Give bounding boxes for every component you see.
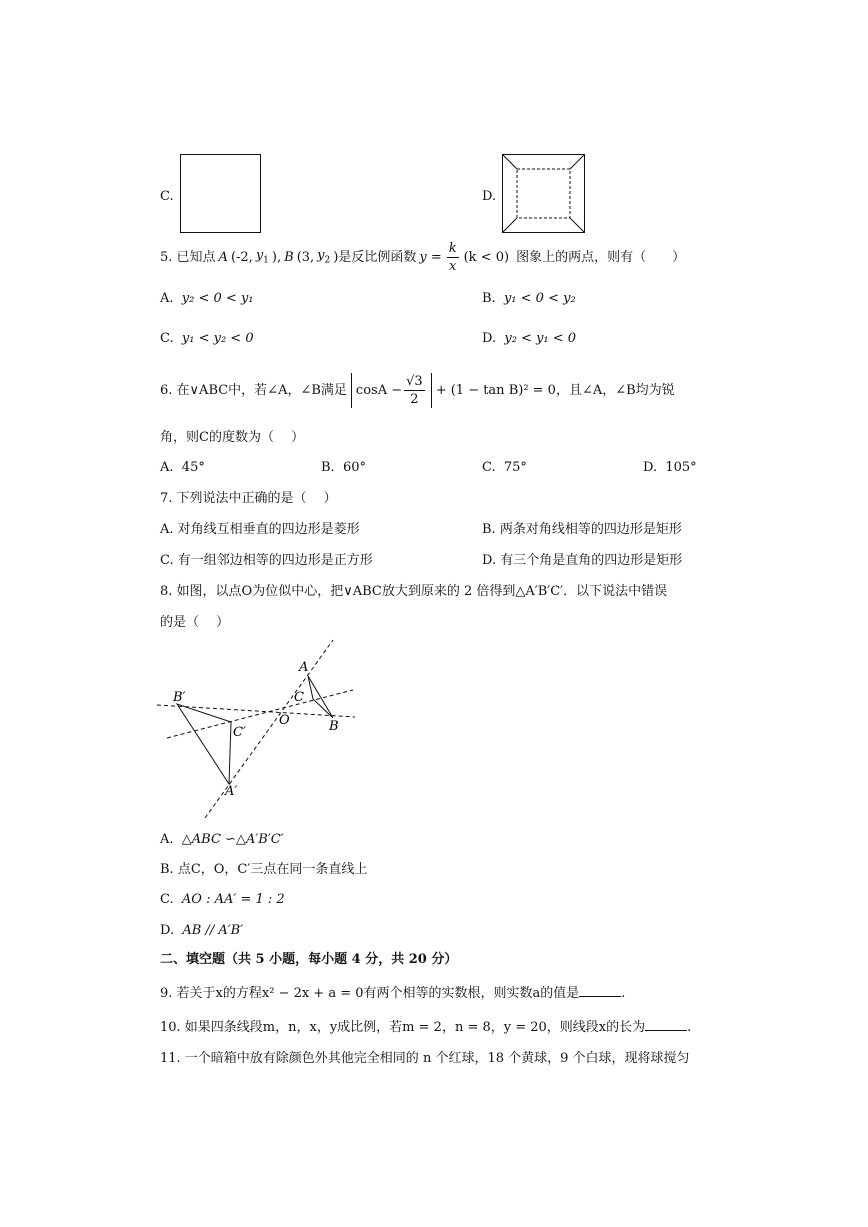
q7-option-d: D. 有三个角是直角的四边形是矩形 xyxy=(482,553,683,568)
q5-option-c: C. y₁ < y₂ < 0 xyxy=(160,331,254,346)
q10-answer-blank[interactable] xyxy=(645,1020,687,1031)
q5-tail: 图象上的两点，则有（ ） xyxy=(516,249,686,265)
q8-figure xyxy=(155,638,365,823)
q6-option-b: B. 60° xyxy=(321,460,366,475)
q11: 11. 一个暗箱中放有除颜色外其他完全相同的 n 个红球，18 个黄球，9 个白球，现将球搅匀 xyxy=(160,1051,690,1066)
q5-coord-b: (3, xyxy=(296,249,315,265)
triangle-abc xyxy=(308,676,333,718)
q5-option-d: D. y₂ < y₁ < 0 xyxy=(482,331,577,346)
q5-option-b: B. y₁ < 0 < y₂ xyxy=(482,291,576,306)
q5-point-b: B xyxy=(284,249,294,265)
q6-option-d: D. 105° xyxy=(643,460,697,475)
q4-option-c-figure xyxy=(180,154,262,234)
q6-rest: + (1 − tan B)² = 0，且∠A，∠B均为锐 xyxy=(435,382,675,398)
q4-option-d-label: D. xyxy=(482,189,497,204)
label-a: A xyxy=(299,660,309,675)
q8-option-b: B. 点C，O，C′三点在同一条直线上 xyxy=(160,862,368,877)
q5-point-a: A xyxy=(218,249,228,265)
q5-y1: $y_1$ xyxy=(255,247,269,266)
q7-stem: 7. 下列说法中正确的是（ ） xyxy=(160,491,337,506)
label-o: O xyxy=(279,713,290,728)
q5-option-a: A. y₂ < 0 < y₁ xyxy=(160,291,254,306)
q7-option-c: C. 有一组邻边相等的四边形是正方形 xyxy=(160,553,373,568)
triangle-a-b-c-prime xyxy=(177,704,231,784)
label-a-prime: A′ xyxy=(225,784,238,799)
q7-option-b: B. 两条对角线相等的四边形是矩形 xyxy=(482,522,682,537)
q5-stem xyxy=(160,240,685,274)
label-c: C xyxy=(294,690,304,705)
q5-func-y: y = xyxy=(419,249,442,265)
label-b: B xyxy=(329,719,339,734)
q6-line2: 角，则C的度数为（ ） xyxy=(160,430,305,445)
q7-option-a: A. 对角线互相垂直的四边形是菱形 xyxy=(160,522,360,537)
q5-lead: 5. 已知点 xyxy=(160,249,216,265)
q6-option-c: C. 75° xyxy=(482,460,527,475)
q6-abs: cosA − $\frac{√3}{2}$ xyxy=(351,373,432,408)
q6-lead: 6. 在∨ABC中，若∠A，∠B满足 xyxy=(160,382,347,398)
q8-option-c: C. AO : AA′ = 1 : 2 xyxy=(160,892,285,907)
q9: 9. 若关于x的方程x² − 2x + a = 0有两个相等的实数根，则实数a的值是 . xyxy=(160,986,626,1001)
q5-y2: $y_2$ xyxy=(317,247,331,266)
q5-close-a: ), xyxy=(271,249,282,265)
label-b-prime: B′ xyxy=(173,690,186,705)
q5-fraction: $\frac{k}{x}$ xyxy=(448,240,457,274)
q6-option-a: A. 45° xyxy=(160,460,205,475)
section-fill-in-title: 二、填空题（共 5 小题，每小题 4 分，共 20 分） xyxy=(160,952,458,967)
q5-coord-a: (-2, xyxy=(230,249,253,265)
q6-stem xyxy=(160,366,675,414)
q5-condition: (k < 0) xyxy=(463,249,510,265)
q4-option-d-figure xyxy=(502,154,585,234)
q4-option-c-label: C. xyxy=(160,189,174,204)
q8-stem-line2: 的是（ ） xyxy=(160,615,230,630)
q8-option-d: D. AB // A′B′ xyxy=(160,923,244,938)
label-c-prime: C′ xyxy=(233,725,246,740)
q5-close-b: )是反比例函数 xyxy=(333,249,417,265)
q8-stem-line1: 8. 如图，以点O为位似中心，把∨ABC放大到原来的 2 倍得到△A′B′C′．以下说法中错误 xyxy=(160,584,668,599)
q10: 10. 如果四条线段m，n，x，y成比例，若m = 2，n = 8，y = 20，则线段x的长为 . xyxy=(160,1020,692,1035)
q9-answer-blank[interactable] xyxy=(579,986,621,997)
q8-option-a: A. △ABC ∽△A′B′C′ xyxy=(160,832,284,847)
